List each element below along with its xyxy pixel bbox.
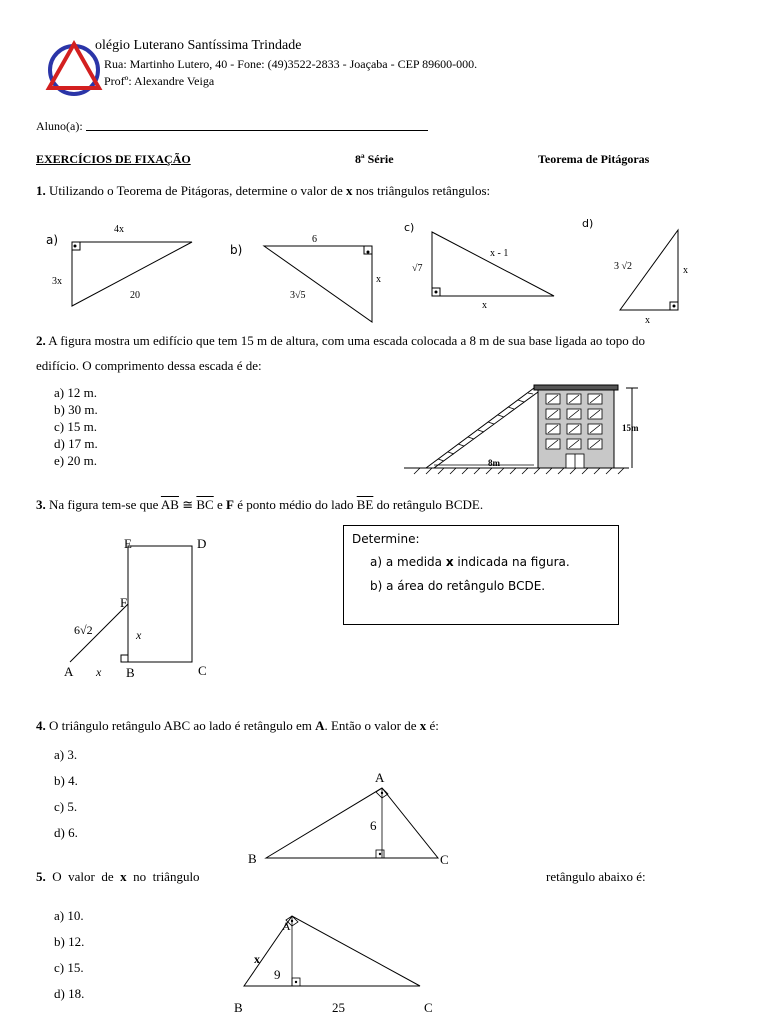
- q5-option-d[interactable]: d) 18.: [54, 986, 85, 1001]
- q2-option-e[interactable]: e) 20 m.: [54, 453, 97, 468]
- tri-a-hyp: 20: [130, 290, 140, 301]
- q5-option-a[interactable]: a) 10.: [54, 908, 84, 923]
- building-ladder-figure: [404, 380, 654, 480]
- q5-text-right: retângulo abaixo é:: [546, 869, 646, 884]
- grade-label: 8ª Série: [355, 152, 394, 166]
- triangle-q5-figure: [226, 908, 446, 1020]
- q4-option-b[interactable]: b) 4.: [54, 773, 78, 788]
- q5-option-b[interactable]: b) 12.: [54, 934, 85, 949]
- tri-c-label: c): [404, 221, 415, 234]
- q3-seg-ab: $\overline{AB}$: [160, 497, 179, 512]
- tri-a-left: 3x: [52, 276, 62, 287]
- tri-d-label: d): [582, 217, 594, 230]
- q5-label-x: x: [254, 952, 260, 966]
- q4-x: x: [419, 718, 427, 733]
- tri-b-right: x: [376, 274, 381, 285]
- q5-label-base: 25: [332, 1000, 345, 1015]
- q1-x: x: [346, 183, 353, 198]
- q3-text-c: é ponto médio do lado: [233, 497, 357, 512]
- q5-options: [54, 903, 84, 1007]
- q2-option-d[interactable]: d) 17 m.: [54, 436, 98, 451]
- q4-label-h: 6: [370, 818, 377, 833]
- q3-number: 3.: [36, 497, 46, 512]
- rect-label-a: A: [64, 664, 74, 679]
- determine-item-b: b) a área do retângulo BCDE.: [370, 579, 546, 593]
- q1-number: 1.: [36, 183, 46, 198]
- tri-c-bottom: x: [482, 300, 487, 311]
- q4-label-b: B: [248, 851, 257, 866]
- tri-b-hyp: 3√5: [290, 290, 306, 301]
- q5-text-b: no triângulo: [126, 869, 200, 884]
- q5-label-a: A: [282, 919, 291, 933]
- tri-a-label: a): [46, 233, 59, 247]
- determine-box: [343, 525, 619, 625]
- determine-a-pre: a) a medida: [370, 555, 446, 569]
- q4-label-a: A: [375, 770, 385, 785]
- topic-label: Teorema de Pitágoras: [538, 152, 650, 166]
- q5-text-a: O valor de: [45, 869, 121, 884]
- triangle-b: [228, 228, 388, 328]
- q3-seg-be: $\overline{BE}$: [356, 497, 374, 512]
- q5-label-c: C: [424, 1000, 433, 1015]
- triangle-c: [400, 218, 560, 318]
- q2-options: [54, 384, 98, 469]
- exercise-title: EXERCÍCIOS DE FIXAÇÃO: [36, 152, 191, 166]
- rect-label-d: D: [197, 536, 207, 551]
- determine-a-post: indicada na figura.: [453, 555, 570, 569]
- q5-x: x: [120, 869, 127, 884]
- q3-text-d: do retângulo BCDE.: [373, 497, 484, 512]
- triangle-a: [36, 216, 206, 316]
- school-address: Rua: Martinho Lutero, 40 - Fone: (49)3522-2833 - Joaçaba - CEP 89600-000.: [104, 57, 478, 71]
- q4-text-b: . Então o valor de: [324, 718, 420, 733]
- determine-title: Determine:: [352, 532, 420, 546]
- building-height-label: 15m: [622, 423, 639, 433]
- q2-text-line1: [36, 333, 645, 349]
- rect-label-b: B: [126, 665, 135, 680]
- rect-label-e: E: [124, 536, 132, 551]
- q5-option-c[interactable]: c) 15.: [54, 960, 84, 975]
- student-label: Aluno(a):: [36, 119, 86, 133]
- rect-label-x-vert: x: [136, 628, 142, 642]
- q2-option-c[interactable]: c) 15 m.: [54, 419, 97, 434]
- q2-text-line2: edifício. O comprimento dessa escada é de:: [36, 358, 262, 373]
- tri-c-hyp: x - 1: [490, 248, 509, 259]
- q4-option-c[interactable]: c) 5.: [54, 799, 78, 814]
- determine-a-x: x: [445, 555, 454, 569]
- rect-label-hyp: 6√2: [74, 623, 93, 637]
- rectangle-figure: [60, 530, 230, 680]
- q5-label-h: 9: [274, 967, 281, 982]
- triangle-d: [578, 214, 698, 324]
- tri-b-label: b): [230, 243, 243, 257]
- q5-number: 5.: [36, 869, 46, 884]
- q3-text-b: e: [213, 497, 226, 512]
- tri-d-bottom: x: [645, 315, 650, 326]
- tri-a-top: 4x: [114, 224, 124, 235]
- q4-text-a: O triângulo retângulo ABC ao lado é retângulo em: [45, 718, 316, 733]
- q1-text-a: Utilizando o Teorema de Pitágoras, determine o valor de: [45, 183, 347, 198]
- q2-option-a[interactable]: a) 12 m.: [54, 385, 97, 400]
- rect-label-f: F: [120, 595, 128, 610]
- q4-label-c: C: [440, 852, 449, 867]
- q4-text-a-bold: A: [315, 718, 325, 733]
- rect-label-c: C: [198, 663, 207, 678]
- q4-text: [36, 718, 439, 734]
- q5-text: [36, 869, 200, 885]
- q2-number: 2.: [36, 333, 46, 348]
- q4-option-d[interactable]: d) 6.: [54, 825, 78, 840]
- q4-text-c: é:: [426, 718, 439, 733]
- q4-options: [54, 742, 78, 846]
- q1-text-b: nos triângulos retângulos:: [352, 183, 491, 198]
- determine-item-a: [370, 555, 570, 569]
- student-field[interactable]: [36, 118, 428, 134]
- triangle-q4-figure: [244, 768, 464, 868]
- q4-number: 4.: [36, 718, 46, 733]
- building-base-label: 8m: [488, 458, 500, 468]
- q3-congruent: ≅: [178, 497, 197, 512]
- teacher-name: Profº: Alexandre Veiga: [104, 74, 215, 88]
- tri-c-left: √7: [412, 263, 423, 274]
- q2-option-b[interactable]: b) 30 m.: [54, 402, 98, 417]
- q1-text: [36, 183, 490, 199]
- student-line[interactable]: [86, 118, 428, 131]
- tri-d-hyp: 3 √2: [614, 261, 632, 272]
- q2-text1: A figura mostra um edifício que tem 15 m de altura, com uma escada colocada a 8 m de sua base ligada ao topo do: [45, 333, 646, 348]
- tri-d-right: x: [683, 265, 688, 276]
- tri-b-top: 6: [312, 234, 317, 245]
- q3-point-f: F: [226, 497, 234, 512]
- q5-label-b: B: [234, 1000, 243, 1015]
- q3-seg-bc: $\overline{BC}$: [196, 497, 214, 512]
- rect-label-x-base: x: [96, 665, 102, 679]
- q3-text: [36, 497, 483, 513]
- q3-text-a: Na figura tem-se que: [45, 497, 161, 512]
- school-name: olégio Luterano Santíssima Trindade: [95, 38, 302, 53]
- q4-option-a[interactable]: a) 3.: [54, 747, 78, 762]
